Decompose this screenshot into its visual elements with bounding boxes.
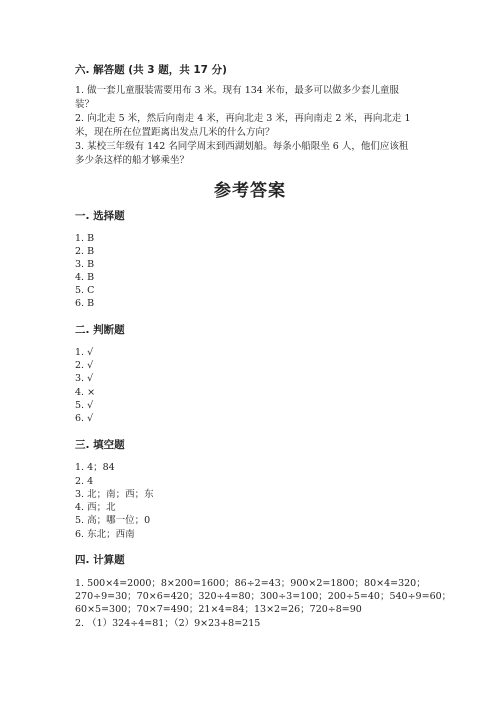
answer-key-title: 参考答案 <box>214 181 286 201</box>
choice-answer: 6. B <box>75 298 95 309</box>
choice-answer: 2. B <box>75 246 95 257</box>
judge-answer: 1. √ <box>75 347 94 358</box>
judge-answer: 6. √ <box>75 413 94 424</box>
section-6-line: 米，现在所在位置距离出发点几米的什么方向？ <box>75 127 275 138</box>
calc-answer: 60×5=300；70×7=490；21×4=84；13×2=26；720÷8=90 <box>75 604 362 615</box>
section-6-title: 六. 解答题 (共 3 题，共 17 分) <box>75 64 227 76</box>
judge-answer: 3. √ <box>75 373 94 384</box>
fill-answer: 5. 高；哪一位；0 <box>75 515 151 526</box>
calc-answer: 1. 500×4=2000；8×200=1600；86÷2=43；900×2=1800；80×4=320； <box>75 578 426 589</box>
section-6-line: 2. 向北走 5 米，然后向南走 4 米，再向北走 3 米，再向南走 2 米，再向北走 1 <box>75 113 411 124</box>
section-6-line: 多少条这样的船才够乘坐？ <box>75 155 190 166</box>
fill-section-title: 三. 填空题 <box>75 439 125 451</box>
fill-answer: 2. 4 <box>75 476 94 487</box>
choice-answer: 4. B <box>75 272 95 283</box>
calc-answer: 2. （1）324÷4=81；（2）9×23+8=215 <box>75 618 261 629</box>
section-6-line: 1. 做一套儿童服装需要用布 3 米。现有 134 米布，最多可以做多少套儿童服 <box>75 85 399 96</box>
judge-answer: 5. √ <box>75 400 94 411</box>
fill-answer: 1. 4；84 <box>75 462 115 473</box>
section-6-line: 3. 某校三年级有 142 名同学周末到西湖划船。每条小船限坐 6 人，他们应该租 <box>75 141 409 152</box>
fill-answer: 6. 东北；西南 <box>75 529 135 540</box>
choice-answer: 1. B <box>75 233 95 244</box>
judge-answer: 2. √ <box>75 360 94 371</box>
choice-answer: 5. C <box>75 285 95 296</box>
fill-answer: 3. 北；南；西；东 <box>75 489 154 500</box>
calc-section-title: 四. 计算题 <box>75 554 125 566</box>
judge-section-title: 二. 判断题 <box>75 324 125 336</box>
choice-section-title: 一. 选择题 <box>75 210 125 222</box>
calc-answer: 270÷9=30；70×6=420；320÷4=80；300÷3=100；200÷5=40；540÷9=60； <box>75 591 452 602</box>
fill-answer: 4. 西；北 <box>75 502 116 513</box>
judge-answer: 4. × <box>75 387 96 398</box>
section-6-line: 装？ <box>75 99 95 110</box>
choice-answer: 3. B <box>75 259 95 270</box>
